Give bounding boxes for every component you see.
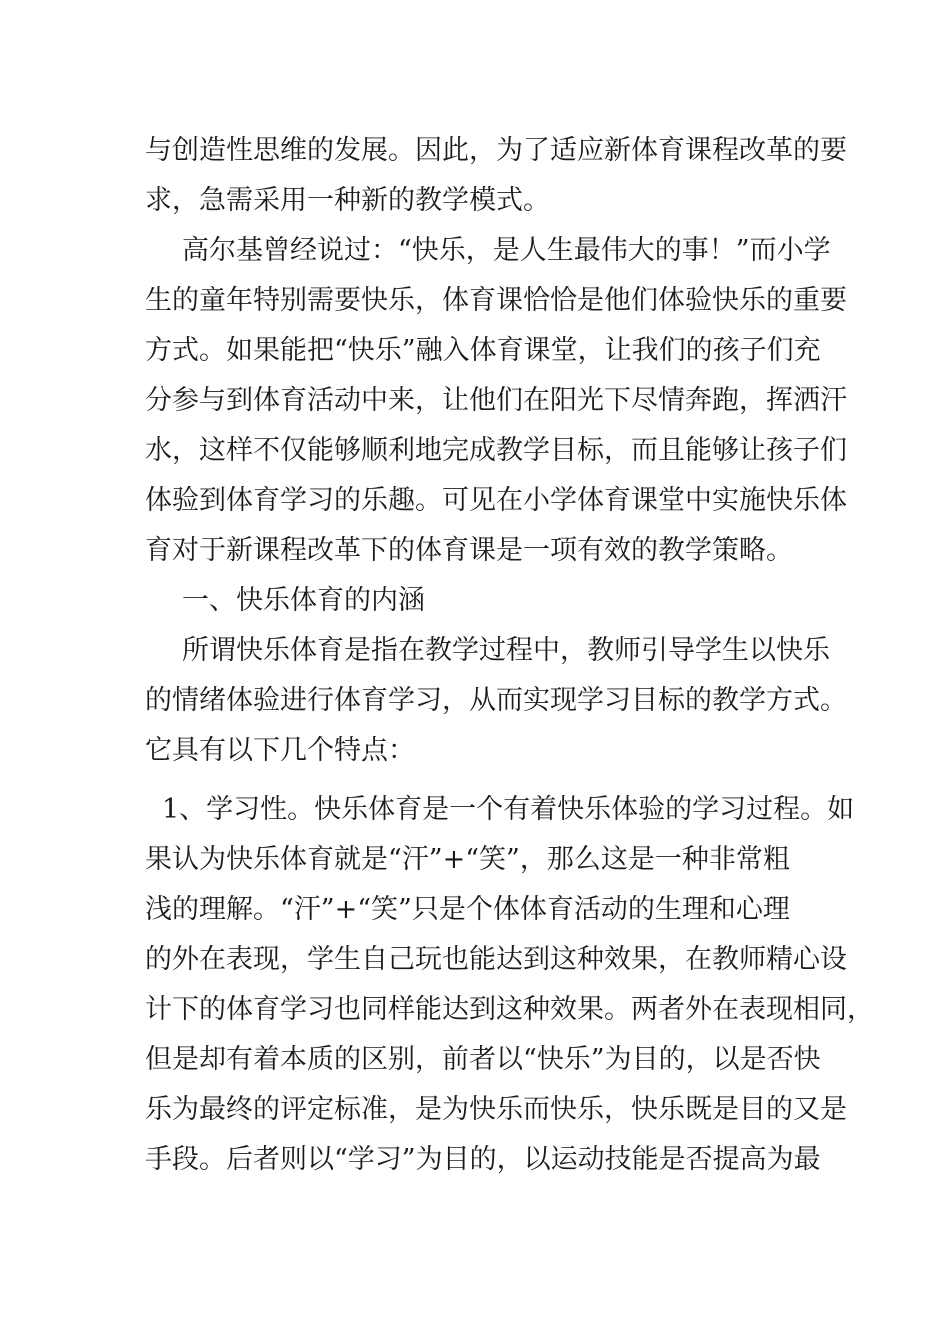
section-heading: 一、快乐体育的内涵: [182, 585, 425, 616]
text-line: 浅的理解。“汗”+“笑”只是个体体育活动的生理和心理: [145, 894, 790, 925]
text-line: 计下的体育学习也同样能达到这种效果。两者外在表现相同，: [145, 994, 874, 1025]
text-line: 育对于新课程改革下的体育课是一项有效的教学策略。: [145, 535, 793, 566]
text-line: 的外在表现，学生自己玩也能达到这种效果，在教师精心设: [145, 944, 847, 975]
text-line: 求，急需采用一种新的教学模式。: [145, 185, 550, 216]
text-line: 手段。后者则以“学习”为目的，以运动技能是否提高为最: [145, 1144, 821, 1175]
text-line: 所谓快乐体育是指在教学过程中，教师引导学生以快乐: [182, 635, 830, 666]
text-line: 高尔基曾经说过：“快乐，是人生最伟大的事！”而小学: [182, 235, 831, 266]
text-line: 水，这样不仅能够顺利地完成教学目标，而且能够让孩子们: [145, 435, 847, 466]
text-line: 但是却有着本质的区别，前者以“快乐”为目的，以是否快: [145, 1044, 821, 1075]
text-line: 生的童年特别需要快乐，体育课恰恰是他们体验快乐的重要: [145, 285, 847, 316]
text-line: 果认为快乐体育就是“汗”+“笑”，那么这是一种非常粗: [145, 844, 790, 875]
text-line: 体验到体育学习的乐趣。可见在小学体育课堂中实施快乐体: [145, 485, 847, 516]
text-line: 的情绪体验进行体育学习，从而实现学习目标的教学方式。: [145, 685, 847, 716]
text-line: 与创造性思维的发展。因此，为了适应新体育课程改革的要: [145, 135, 847, 166]
text-line: 方式。如果能把“快乐”融入体育课堂，让我们的孩子们充: [145, 335, 821, 366]
text-line: 分参与到体育活动中来，让他们在阳光下尽情奔跑，挥洒汗: [145, 385, 847, 416]
text-line: 乐为最终的评定标准，是为快乐而快乐，快乐既是目的又是: [145, 1094, 847, 1125]
text-line: 它具有以下几个特点：: [145, 735, 415, 766]
text-line: 1、学习性。快乐体育是一个有着快乐体验的学习过程。如: [162, 794, 855, 825]
